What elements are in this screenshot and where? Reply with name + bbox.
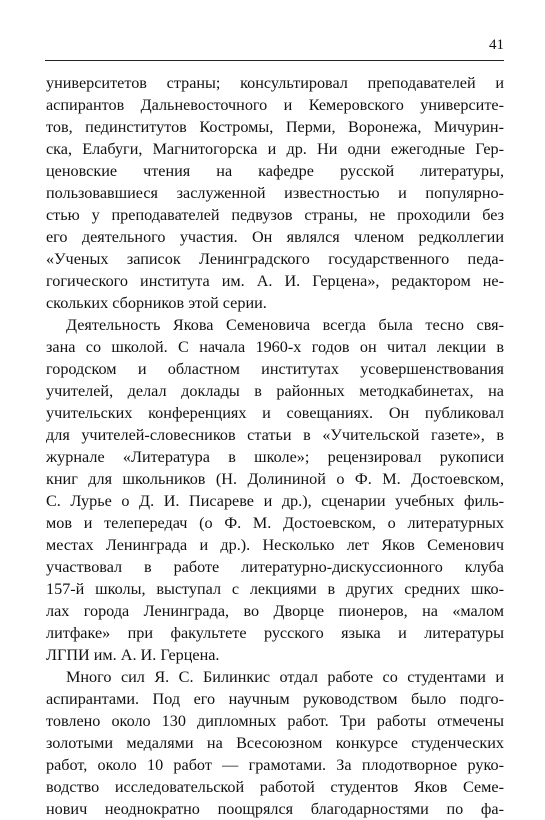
text-line: участвовал в работе литературно-дискуссионного клуба xyxy=(46,558,504,576)
header-rule xyxy=(45,60,504,61)
text-line: скольких сборников этой серии. xyxy=(46,294,267,312)
text-line: городском и областном институтах усовершенствования xyxy=(46,360,504,378)
text-line: его деятельного участия. Он являлся членом редколлегии xyxy=(46,228,504,246)
text-line: стью у преподавателей педвузов страны, не проходили без xyxy=(46,206,504,224)
text-line: журнале «Литература в школе»; рецензировал рукописи xyxy=(46,448,504,466)
text-line: ценовские чтения на кафедре русской литературы, xyxy=(46,162,504,180)
text-line: золотыми медалями на Всесоюзном конкурсе студенческих xyxy=(46,734,504,752)
text-line: работ, около 10 работ — грамотами. За плодотворное руко- xyxy=(46,756,504,774)
body-text xyxy=(46,72,504,820)
text-line: мов и телепередач (о Ф. М. Достоевском, о литературных xyxy=(46,514,504,532)
paragraph xyxy=(46,314,504,666)
text-line: гогического института им. А. И. Герцена», редактором не- xyxy=(46,272,504,290)
text-line: пользовавшиеся заслуженной известностью и популярно- xyxy=(46,184,504,202)
page-number: 41 xyxy=(489,37,504,53)
text-line: университетов страны; консультировал преподавателей и xyxy=(46,74,504,92)
text-line: литфаке» при факультете русского языка и литературы xyxy=(46,624,504,642)
text-line: Много сил Я. С. Билинкис отдал работе со студентами и xyxy=(66,668,504,686)
text-line: товлено около 130 дипломных работ. Три работы отмечены xyxy=(46,712,504,730)
text-line: С. Лурье о Д. И. Писареве и др.), сценарии учебных филь- xyxy=(46,492,504,510)
text-line: лах города Ленинграда, во Дворце пионеров, на «малом xyxy=(46,602,504,620)
text-line: водство исследовательской работой студентов Яков Семе- xyxy=(46,778,504,796)
text-line: «Ученых записок Ленинградского государственного педа- xyxy=(46,250,504,268)
text-line: нович неоднократно поощрялся благодарностями по фа- xyxy=(46,800,504,818)
text-line: книг для школьников (Н. Долининой о Ф. М. Достоевском, xyxy=(46,470,504,488)
text-line: учительских конференциях и совещаниях. Он публиковал xyxy=(46,404,504,422)
text-line: ска, Елабуги, Магнитогорска и др. Ни одни ежегодные Гер- xyxy=(46,140,504,158)
text-line: зана со школой. С начала 1960-х годов он читал лекции в xyxy=(46,338,504,356)
text-line: для учителей-словесников статьи в «Учительской газете», в xyxy=(46,426,504,444)
text-line: Деятельность Якова Семеновича всегда была тесно свя- xyxy=(66,316,504,334)
text-line: тов, пединститутов Костромы, Перми, Воронежа, Мичурин- xyxy=(46,118,504,136)
text-line: местах Ленинграда и др.). Несколько лет Яков Семенович xyxy=(46,536,504,554)
text-line: ЛГПИ им. А. И. Герцена. xyxy=(46,646,220,664)
text-line: учителей, делал доклады в районных методкабинетах, на xyxy=(46,382,504,400)
text-line: аспирантами. Под его научным руководством было подго- xyxy=(46,690,504,708)
text-line: аспирантов Дальневосточного и Кемеровского университе- xyxy=(46,96,504,114)
paragraph xyxy=(46,666,504,820)
text-line: 157-й школы, выступал с лекциями в других средних шко- xyxy=(46,580,504,598)
paragraph xyxy=(46,72,504,314)
